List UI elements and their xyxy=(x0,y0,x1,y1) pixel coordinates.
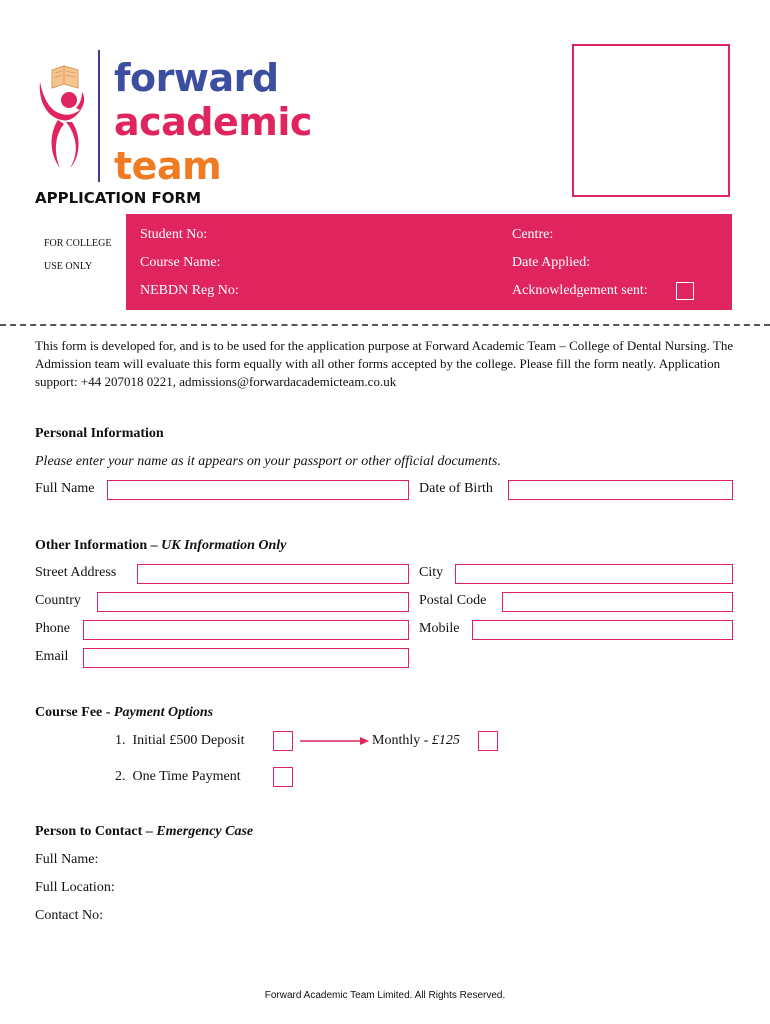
course-name-label: Course Name: xyxy=(140,255,221,270)
logo-line-forward: forward xyxy=(114,56,279,100)
monthly-label: Monthly - xyxy=(372,733,429,748)
email-field[interactable] xyxy=(83,648,409,668)
city-label: City xyxy=(419,565,444,580)
contact-heading-italic: Emergency Case xyxy=(156,824,254,839)
contact-number-label: Contact No: xyxy=(35,908,104,923)
other-info-heading xyxy=(35,538,286,554)
phone-field[interactable] xyxy=(83,620,409,640)
nebdn-reg-label: NEBDN Reg No: xyxy=(140,283,239,298)
contact-heading xyxy=(35,824,253,840)
monthly-amount: £125 xyxy=(431,733,460,748)
date-of-birth-label: Date of Birth xyxy=(419,481,493,496)
email-label: Email xyxy=(35,649,69,664)
personal-info-heading: Personal Information xyxy=(35,426,164,441)
centre-label: Centre: xyxy=(512,227,554,242)
course-fee-heading-italic: Payment Options xyxy=(113,705,214,720)
date-applied-label: Date Applied: xyxy=(512,255,591,270)
form-title: APPLICATION FORM xyxy=(35,189,202,207)
contact-heading-text: Person to Contact – xyxy=(35,824,153,839)
logo-wordmark xyxy=(114,56,312,188)
date-of-birth-field[interactable] xyxy=(508,480,733,500)
full-name-field[interactable] xyxy=(107,480,409,500)
street-address-label: Street Address xyxy=(35,565,117,580)
contact-full-location-label: Full Location: xyxy=(35,880,115,895)
acknowledgement-checkbox[interactable] xyxy=(676,282,694,300)
photo-box[interactable] xyxy=(572,44,730,197)
arrow-right-icon xyxy=(300,735,370,747)
college-use-label-2: USE ONLY xyxy=(44,261,93,272)
logo-line-academic: academic xyxy=(114,100,312,144)
initial-deposit-label: 1. Initial £500 Deposit xyxy=(115,733,245,748)
other-info-heading-text: Other Information – xyxy=(35,538,158,553)
cut-line-divider xyxy=(0,324,770,326)
mobile-field[interactable] xyxy=(472,620,733,640)
one-time-payment-checkbox[interactable] xyxy=(273,767,293,787)
monthly-option xyxy=(372,733,460,749)
monthly-checkbox[interactable] xyxy=(478,731,498,751)
student-no-label: Student No: xyxy=(140,227,208,242)
contact-full-name-label: Full Name: xyxy=(35,852,99,867)
name-instruction: Please enter your name as it appears on your passport or other official documents. xyxy=(35,454,501,469)
initial-deposit-checkbox[interactable] xyxy=(273,731,293,751)
intro-paragraph: This form is developed for, and is to be used for the application purpose at Forward Academic Team – College of Dental Nursing. The Admission team will evaluate this form equally with all other forms accepted by the college. Please fill the form neatly. Application support: +44 207018 0221, admissions@forwardacademicteam.co.uk xyxy=(35,338,734,389)
country-label: Country xyxy=(35,593,81,608)
phone-label: Phone xyxy=(35,621,70,636)
footer-copyright: Forward Academic Team Limited. All Rights Reserved. xyxy=(264,990,506,1001)
mobile-label: Mobile xyxy=(419,621,460,636)
country-field[interactable] xyxy=(97,592,409,612)
logo-divider xyxy=(98,50,100,182)
one-time-payment-label: 2. One Time Payment xyxy=(115,769,241,784)
course-fee-heading-text: Course Fee - xyxy=(35,705,111,720)
postal-code-field[interactable] xyxy=(502,592,733,612)
street-address-field[interactable] xyxy=(137,564,409,584)
acknowledgement-label: Acknowledgement sent: xyxy=(512,283,648,298)
postal-code-label: Postal Code xyxy=(419,593,487,608)
other-info-heading-italic: UK Information Only xyxy=(161,538,287,553)
logo-figure-icon xyxy=(36,62,92,170)
course-fee-heading xyxy=(35,705,213,721)
full-name-label: Full Name xyxy=(35,481,95,496)
city-field[interactable] xyxy=(455,564,733,584)
college-use-label-1: FOR COLLEGE xyxy=(44,238,112,249)
logo-line-team: team xyxy=(114,144,222,188)
